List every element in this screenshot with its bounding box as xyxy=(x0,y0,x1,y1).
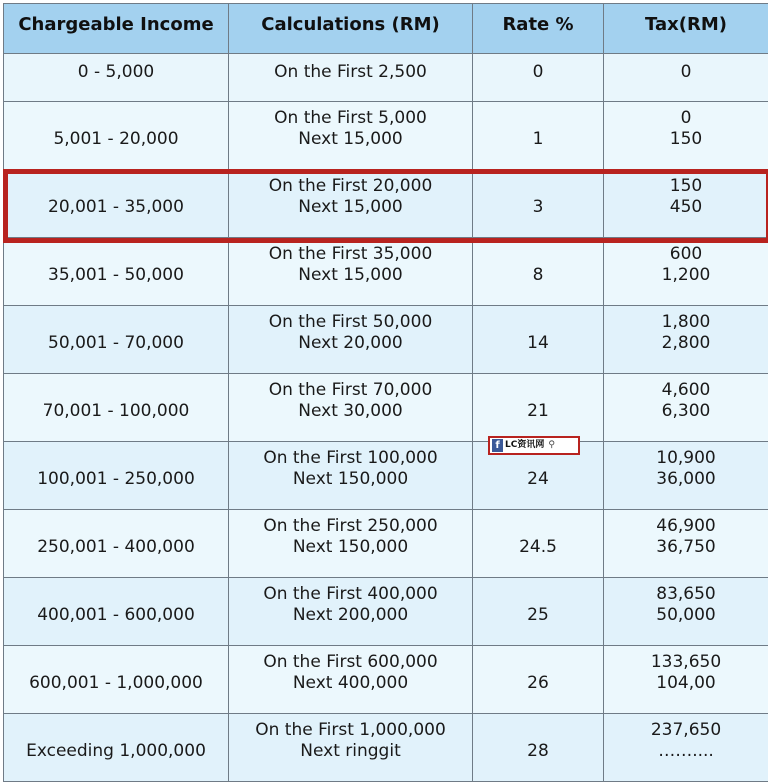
calculation-line: On the First 600,000 xyxy=(229,652,472,673)
search-icon: ⚲ xyxy=(548,438,555,453)
tax-line: 104,00 xyxy=(604,673,768,694)
facebook-icon: f xyxy=(492,439,503,452)
calculation-cell xyxy=(229,238,473,306)
rate-cell: 3 xyxy=(473,170,604,238)
header-rate: Rate % xyxy=(473,4,604,54)
calculation-line: On the First 250,000 xyxy=(229,516,472,537)
calculation-line: Next 150,000 xyxy=(229,537,472,558)
tax-line: 150 xyxy=(604,176,768,197)
tax-line: 10,900 xyxy=(604,448,768,469)
tax-cell xyxy=(604,102,768,170)
rate-cell: 8 xyxy=(473,238,604,306)
tax-line: 1,200 xyxy=(604,265,768,286)
table-row xyxy=(4,714,768,782)
calculation-cell xyxy=(229,714,473,782)
calculation-line: Next 15,000 xyxy=(229,197,472,218)
tax-line: 133,650 xyxy=(604,652,768,673)
tax-cell xyxy=(604,442,768,510)
table-body xyxy=(4,54,768,782)
calculation-line: On the First 1,000,000 xyxy=(229,720,472,741)
rate-cell: 26 xyxy=(473,646,604,714)
tax-line: 50,000 xyxy=(604,605,768,626)
calculation-cell xyxy=(229,306,473,374)
calculation-cell xyxy=(229,374,473,442)
table-row xyxy=(4,442,768,510)
watermark-text: LC资讯网 xyxy=(505,438,544,453)
tax-cell xyxy=(604,238,768,306)
table-row xyxy=(4,510,768,578)
table-row xyxy=(4,102,768,170)
rate-cell: 24.5 xyxy=(473,510,604,578)
tax-line: 450 xyxy=(604,197,768,218)
tax-cell xyxy=(604,170,768,238)
rate-cell: 28 xyxy=(473,714,604,782)
income-cell: 250,001 - 400,000 xyxy=(4,510,229,578)
tax-line: …….... xyxy=(604,741,768,762)
calculation-line: Next 150,000 xyxy=(229,469,472,490)
income-cell: 70,001 - 100,000 xyxy=(4,374,229,442)
tax-line: 83,650 xyxy=(604,584,768,605)
calculation-line: On the First 70,000 xyxy=(229,380,472,401)
calculation-cell xyxy=(229,170,473,238)
tax-cell xyxy=(604,714,768,782)
calculation-cell xyxy=(229,646,473,714)
income-cell: 5,001 - 20,000 xyxy=(4,102,229,170)
calculation-line: On the First 35,000 xyxy=(229,244,472,265)
calculation-line: On the First 2,500 xyxy=(229,62,472,83)
tax-line: 150 xyxy=(604,129,768,150)
table-row xyxy=(4,578,768,646)
tax-line: 237,650 xyxy=(604,720,768,741)
rate-cell: 21 xyxy=(473,374,604,442)
calculation-line: Next 20,000 xyxy=(229,333,472,354)
tax-rate-table xyxy=(3,3,768,782)
tax-line: 46,900 xyxy=(604,516,768,537)
tax-line: 600 xyxy=(604,244,768,265)
tax-cell xyxy=(604,578,768,646)
calculation-cell xyxy=(229,54,473,102)
table-row xyxy=(4,646,768,714)
income-cell: 0 - 5,000 xyxy=(4,54,229,102)
tax-line: 36,750 xyxy=(604,537,768,558)
tax-cell xyxy=(604,510,768,578)
header-row xyxy=(4,4,768,54)
header-calculations: Calculations (RM) xyxy=(229,4,473,54)
calculation-line: On the First 50,000 xyxy=(229,312,472,333)
calculation-line: Next 15,000 xyxy=(229,265,472,286)
tax-line: 6,300 xyxy=(604,401,768,422)
income-cell: 35,001 - 50,000 xyxy=(4,238,229,306)
income-cell: 400,001 - 600,000 xyxy=(4,578,229,646)
tax-cell xyxy=(604,646,768,714)
income-cell: 600,001 - 1,000,000 xyxy=(4,646,229,714)
tax-cell xyxy=(604,306,768,374)
calculation-line: Next ringgit xyxy=(229,741,472,762)
table-row xyxy=(4,374,768,442)
calculation-line: Next 200,000 xyxy=(229,605,472,626)
calculation-cell xyxy=(229,442,473,510)
tax-cell xyxy=(604,374,768,442)
income-cell: 100,001 - 250,000 xyxy=(4,442,229,510)
tax-line: 36,000 xyxy=(604,469,768,490)
tax-line: 0 xyxy=(604,62,768,83)
calculation-line: Next 30,000 xyxy=(229,401,472,422)
calculation-cell xyxy=(229,578,473,646)
tax-line: 2,800 xyxy=(604,333,768,354)
table-row xyxy=(4,54,768,102)
calculation-line: On the First 20,000 xyxy=(229,176,472,197)
rate-cell: 14 xyxy=(473,306,604,374)
tax-line: 1,800 xyxy=(604,312,768,333)
rate-cell: 24 xyxy=(473,442,604,510)
header-chargeable-income: Chargeable Income xyxy=(4,4,229,54)
income-cell: 50,001 - 70,000 xyxy=(4,306,229,374)
calculation-cell xyxy=(229,102,473,170)
rate-cell: 1 xyxy=(473,102,604,170)
calculation-line: Next 15,000 xyxy=(229,129,472,150)
calculation-cell xyxy=(229,510,473,578)
watermark-badge xyxy=(488,436,580,455)
header-tax: Tax(RM) xyxy=(604,4,768,54)
tax-line: 0 xyxy=(604,108,768,129)
income-cell: Exceeding 1,000,000 xyxy=(4,714,229,782)
rate-cell: 0 xyxy=(473,54,604,102)
calculation-line: On the First 5,000 xyxy=(229,108,472,129)
tax-cell xyxy=(604,54,768,102)
table-row xyxy=(4,238,768,306)
calculation-line: Next 400,000 xyxy=(229,673,472,694)
rate-cell: 25 xyxy=(473,578,604,646)
calculation-line: On the First 100,000 xyxy=(229,448,472,469)
table-row xyxy=(4,306,768,374)
income-cell: 20,001 - 35,000 xyxy=(4,170,229,238)
table-row xyxy=(4,170,768,238)
tax-line: 4,600 xyxy=(604,380,768,401)
calculation-line: On the First 400,000 xyxy=(229,584,472,605)
